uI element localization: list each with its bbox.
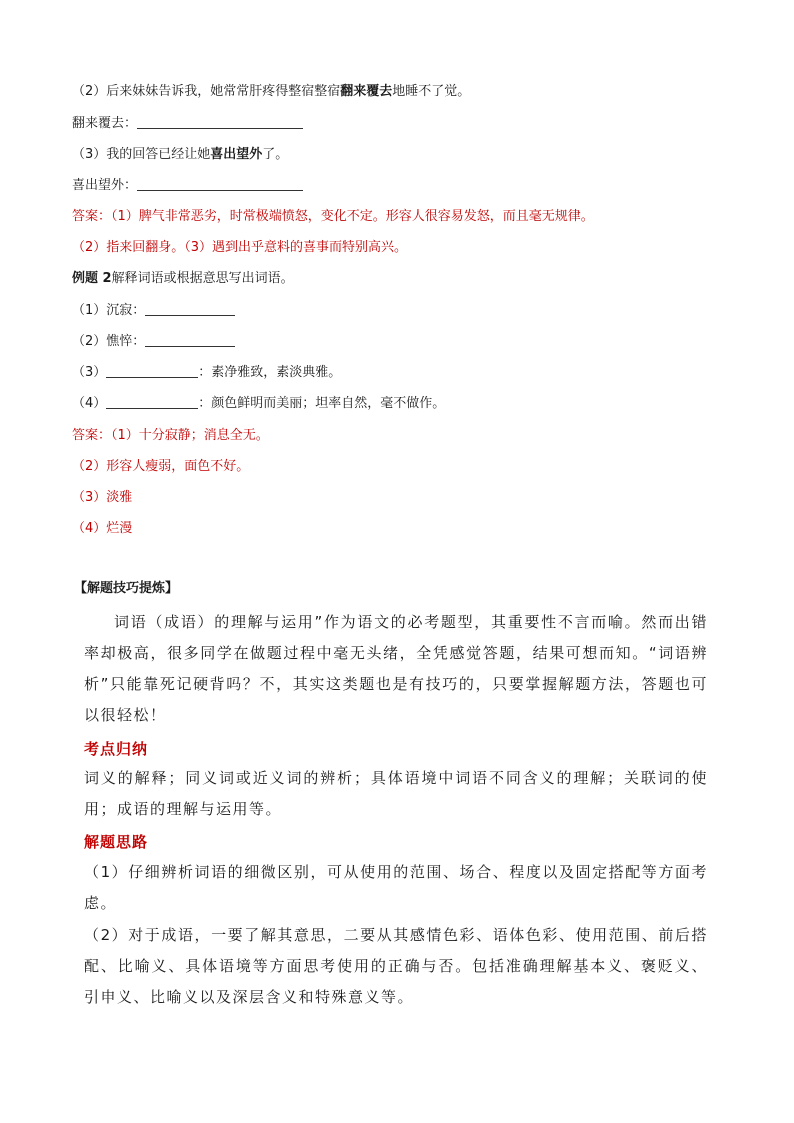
item-number: （3） xyxy=(72,365,107,380)
item-number: （4） xyxy=(72,396,107,411)
answer-line-1: 答案：（1）脾气非常恶劣，时常极端愤怒，变化不定。形容人很容易发怒，而且毫无规律。 xyxy=(72,209,594,224)
answer-blank[interactable] xyxy=(106,365,198,378)
example-2-label: 例题 2 xyxy=(72,271,112,286)
item-number: （2） xyxy=(72,334,107,349)
question-2-blank-row xyxy=(72,115,303,133)
answer-blank[interactable] xyxy=(106,396,198,409)
question-2-word-label: 翻来覆去： xyxy=(72,116,138,131)
question-3-word-label: 喜出望外： xyxy=(72,178,138,193)
silu-title: 解题思路 xyxy=(84,833,149,851)
example-2-heading xyxy=(72,270,294,288)
silu-point-1: （1）仔细辨析词语的细微区别，可从使用的范围、场合、程度以及固定搭配等方面考虑。 xyxy=(84,863,708,912)
example-2-answer-3: （3）淡雅 xyxy=(72,490,133,505)
tips-intro-paragraph: 词语（成语）的理解与运用”作为语文的必考题型，其重要性不言而喻。然而出错率却极高，很多同学在做题过程中毫无头绪，全凭感觉答题，结果可想而知。“词语辨析”只能靠死记硬背吗？不，其实这类题也是有技巧的，只要掌握解题方法，答题也可以很轻松！ xyxy=(84,613,708,724)
question-3-highlight: 喜出望外 xyxy=(210,147,263,162)
silu-point-2: （2）对于成语，一要了解其意思，二要从其感情色彩、语体色彩、使用范围、前后搭配、比喻义、具体语境等方面思考使用的正确与否。包括准确理解基本义、褒贬义、引申义、比喻义以及深层含义和特殊意义等。 xyxy=(84,926,708,1006)
example-2-item-1 xyxy=(72,302,235,320)
question-3-blank-row xyxy=(72,177,303,195)
question-3-sentence xyxy=(72,146,288,164)
item-word: 沉寂： xyxy=(106,303,146,318)
example-2-answer-2: （2）形容人瘦弱，面色不好。 xyxy=(72,459,250,474)
answer-blank[interactable] xyxy=(137,116,303,129)
question-2-suffix: 地睡不了觉。 xyxy=(392,84,471,99)
item-meaning: ：素净雅致，素淡典雅。 xyxy=(198,365,342,380)
answer-blank[interactable] xyxy=(145,303,235,316)
question-3-suffix: 了。 xyxy=(262,147,289,162)
example-2-answer-1: 答案：（1）十分寂静；消息全无。 xyxy=(72,428,269,443)
question-3-prefix: （3）我的回答已经让她 xyxy=(72,147,211,162)
answer-blank[interactable] xyxy=(145,334,235,347)
example-2-item-2 xyxy=(72,333,235,351)
item-number: （1） xyxy=(72,303,107,318)
question-2-sentence xyxy=(72,83,470,101)
kaodian-paragraph: 词义的解释；同义词或近义词的辨析；具体语境中词语不同含义的理解；关联词的使用；成语的理解与运用等。 xyxy=(84,769,708,818)
item-meaning: ：颜色鲜明而美丽；坦率自然，毫不做作。 xyxy=(198,396,446,411)
example-2-item-4 xyxy=(72,395,445,413)
kaodian-title: 考点归纳 xyxy=(84,740,149,758)
answer-line-2: （2）指来回翻身。（3）遇到出乎意料的喜事而特别高兴。 xyxy=(72,240,408,255)
question-2-highlight: 翻来覆去 xyxy=(340,84,393,99)
tips-heading: 【解题技巧提炼】 xyxy=(74,581,179,596)
answer-blank[interactable] xyxy=(137,178,303,191)
example-2-answer-4: （4）烂漫 xyxy=(72,521,133,536)
example-2-instruction: 解释词语或根据意思写出词语。 xyxy=(111,271,294,286)
item-word: 憔悴： xyxy=(106,334,146,349)
example-2-item-3 xyxy=(72,364,341,382)
question-2-prefix: （2）后来妹妹告诉我，她常常肝疼得整宿整宿 xyxy=(72,84,341,99)
